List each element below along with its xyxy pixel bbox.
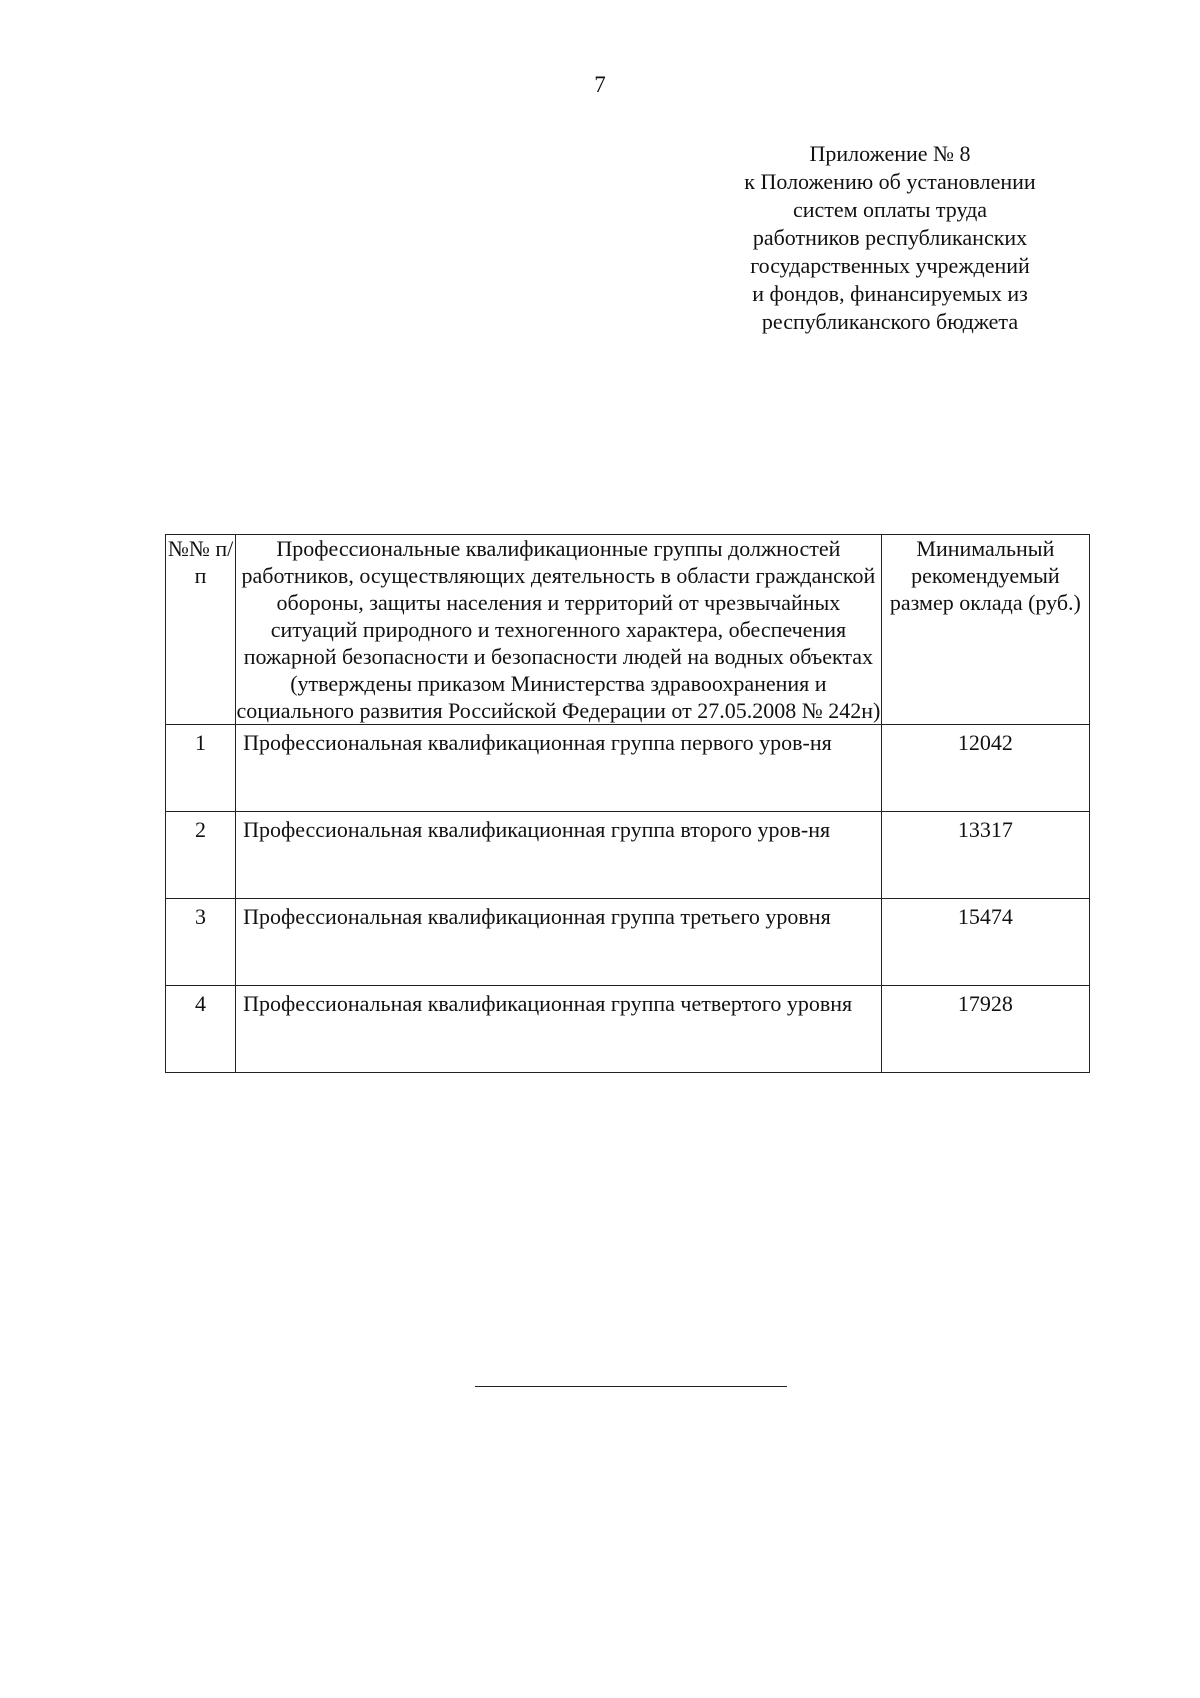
appendix-line: работников республиканских xyxy=(752,225,1028,250)
row-number: 3 xyxy=(166,899,236,986)
appendix-line: к Положению об установлении xyxy=(744,169,1036,194)
appendix-line: государственных учреждений xyxy=(750,253,1030,278)
row-salary: 17928 xyxy=(881,986,1089,1073)
row-group-name: Профессиональная квалификационная группа четвертого уровня xyxy=(236,986,882,1073)
header-group-name: Профессиональные квалификационные группы должностей работников, осуществляющих деятельность в области гражданской обороны, защиты населения и территорий от чрезвычайных ситуаций природного и техногенного характера, обеспечения пожарной безопасности и безопасности людей на водных объектах (утверждены приказом Министерства здравоохранения и социального развития Российской Федерации от 27.05.2008 № 242н) xyxy=(236,536,881,723)
row-salary: 13317 xyxy=(881,812,1089,899)
salary-table xyxy=(165,534,1090,1073)
row-group-name: Профессиональная квалификационная группа первого уров-ня xyxy=(236,725,882,812)
table-row xyxy=(166,812,1090,899)
row-number: 1 xyxy=(166,725,236,812)
appendix-reference xyxy=(700,140,1080,336)
end-divider-line xyxy=(475,1386,787,1387)
row-group-name: Профессиональная квалификационная группа третьего уровня xyxy=(236,899,882,986)
appendix-line: систем оплаты труда xyxy=(792,197,988,222)
row-salary: 12042 xyxy=(881,725,1089,812)
appendix-line: республиканского бюджета xyxy=(761,309,1019,334)
table-header-row xyxy=(166,535,1090,725)
table-row xyxy=(166,899,1090,986)
appendix-line: Приложение № 8 xyxy=(809,141,971,166)
header-salary: Минимальный рекомендуемый размер оклада (руб.) xyxy=(881,535,1089,725)
header-number: №№ п/п xyxy=(166,535,236,725)
appendix-line: и фондов, финансируемых из xyxy=(752,281,1028,306)
page-number: 7 xyxy=(594,72,606,97)
row-number: 2 xyxy=(166,812,236,899)
row-salary: 15474 xyxy=(881,899,1089,986)
row-number: 4 xyxy=(166,986,236,1073)
table-row xyxy=(166,986,1090,1073)
table-row xyxy=(166,725,1090,812)
row-group-name: Профессиональная квалификационная группа второго уров-ня xyxy=(236,812,882,899)
